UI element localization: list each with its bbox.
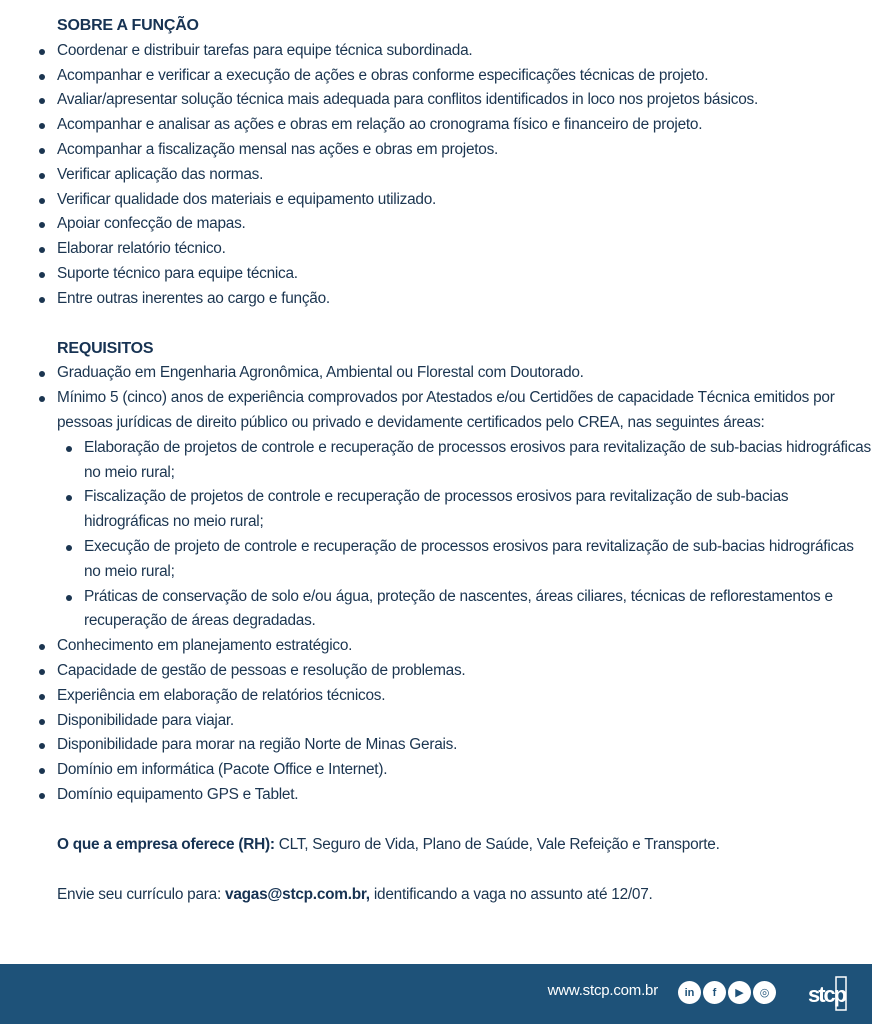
job-description: [0, 14, 872, 907]
list-item: Domínio em informática (Pacote Office e Internet).: [0, 758, 872, 783]
list-item: Entre outras inerentes ao cargo e função.: [0, 287, 872, 312]
list-item: Capacidade de gestão de pessoas e resolução de problemas.: [0, 659, 872, 684]
footer-bar: [0, 964, 872, 1024]
facebook-icon[interactable]: f: [703, 981, 726, 1004]
list-item: Graduação em Engenharia Agronômica, Ambiental ou Florestal com Doutorado.: [0, 361, 872, 386]
stcp-logo: [806, 974, 850, 1014]
sub-list-item: Elaboração de projetos de controle e recuperação de processos erosivos para revitalização de sub-bacias hidrográficas no meio rural;: [57, 436, 872, 486]
apply-paragraph: [57, 883, 872, 908]
apply-prefix: Envie seu currículo para:: [57, 885, 226, 903]
list-item: Avaliar/apresentar solução técnica mais adequada para conflitos identificados in loco nos projetos básicos.: [0, 88, 872, 113]
list-item: Verificar qualidade dos materiais e equipamento utilizado.: [0, 188, 872, 213]
spacer: [0, 858, 872, 883]
list-item: Experiência em elaboração de relatórios técnicos.: [0, 684, 872, 709]
list-item: Acompanhar e verificar a execução de ações e obras conforme especificações técnicas de projeto.: [0, 64, 872, 89]
list-item: Elaborar relatório técnico.: [0, 237, 872, 262]
social-links: [678, 981, 776, 1004]
youtube-icon[interactable]: ▶: [728, 981, 751, 1004]
sub-list: [57, 436, 872, 634]
list-item: Conhecimento em planejamento estratégico.: [0, 634, 872, 659]
section-heading-sobre: SOBRE A FUNÇÃO: [57, 17, 199, 34]
list-item: Apoiar confecção de mapas.: [0, 212, 872, 237]
sobre-list: [0, 39, 872, 312]
section-heading-requisitos: REQUISITOS: [57, 339, 154, 357]
list-item: Suporte técnico para equipe técnica.: [0, 262, 872, 287]
spacer: [0, 312, 872, 337]
benefits-label: O que a empresa oferece (RH):: [57, 835, 275, 853]
instagram-icon[interactable]: ◎: [753, 981, 776, 1004]
apply-suffix: identificando a vaga no assunto até 12/07.: [369, 885, 653, 903]
spacer: [0, 808, 872, 833]
requisitos-list: [0, 361, 872, 807]
list-item: Acompanhar a fiscalização mensal nas ações e obras em projetos.: [0, 138, 872, 163]
sub-list-item: Práticas de conservação de solo e/ou água, proteção de nascentes, áreas ciliares, técnicas de reflorestamentos e recuperação de áreas degradadas.: [57, 585, 872, 635]
sub-list-item: Execução de projeto de controle e recuperação de processos erosivos para revitalização de sub-bacias hidrográficas no meio rural;: [57, 535, 872, 585]
list-item: Domínio equipamento GPS e Tablet.: [0, 783, 872, 808]
apply-email-link[interactable]: vagas@stcp.com.br,: [225, 885, 370, 903]
list-item: Verificar aplicação das normas.: [0, 163, 872, 188]
logo-text: stcp: [808, 982, 846, 1007]
linkedin-icon[interactable]: in: [678, 981, 701, 1004]
sub-list-item: Fiscalização de projetos de controle e recuperação de processos erosivos para revitalização de sub-bacias hidrográficas no meio rural;: [57, 485, 872, 535]
list-item: Disponibilidade para morar na região Norte de Minas Gerais.: [0, 733, 872, 758]
benefits-paragraph: [57, 833, 872, 858]
list-item: Acompanhar e analisar as ações e obras em relação ao cronograma físico e financeiro de projeto.: [0, 113, 872, 138]
list-item-with-sublist: [0, 386, 872, 634]
list-item: Disponibilidade para viajar.: [0, 709, 872, 734]
list-item: Coordenar e distribuir tarefas para equipe técnica subordinada.: [0, 39, 872, 64]
list-item-text: Mínimo 5 (cinco) anos de experiência comprovados por Atestados e/ou Certidões de capacidade Técnica emitidos por pessoas jurídicas de direito público ou privado e devidamente certificados pelo CREA, nas seguintes áreas:: [57, 389, 835, 431]
benefits-text: CLT, Seguro de Vida, Plano de Saúde, Vale Refeição e Transporte.: [274, 835, 720, 853]
website-link[interactable]: www.stcp.com.br: [547, 982, 658, 999]
